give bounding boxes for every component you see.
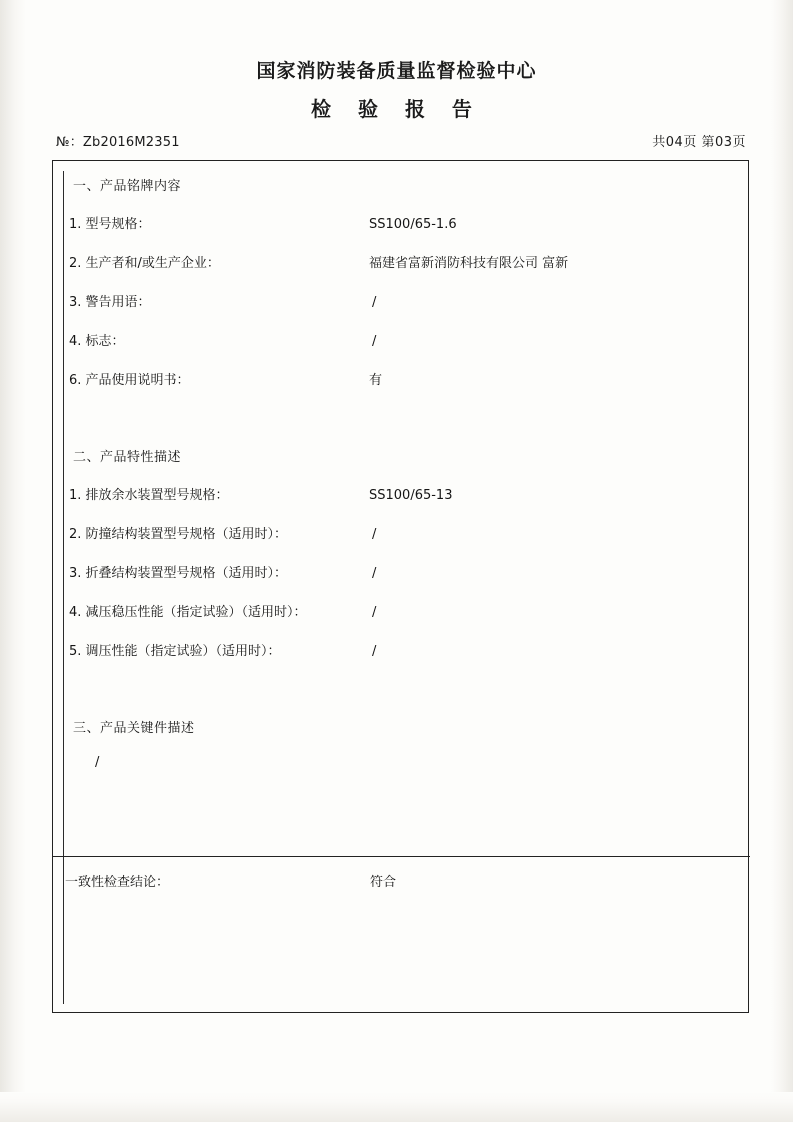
content-body [53,161,750,1014]
field-row: 2. 生产者和/或生产企业： 福建省富新消防科技有限公司 富新 [69,256,569,271]
scan-edge-right [771,0,793,1122]
scan-edge-left [0,0,26,1122]
scan-edge-bottom [0,1092,793,1122]
field-row: 3. 警告用语： / [69,295,377,310]
conclusion-row: 一致性检查结论： 符合 [65,875,397,890]
organization-title: 国家消防装备质量监督检验中心 [256,60,537,82]
page-number: 共04页 第03页 [652,135,746,150]
field-row: 4. 减压稳压性能（指定试验）（适用时）： / [69,605,377,620]
field-row: 6. 产品使用说明书： 有 [69,373,383,388]
field-row: 1. 排放余水装置型号规格： SS100/65-13 [69,488,453,503]
field-row: 4. 标志： / [69,334,377,349]
page-title: 检 验 报 告 [311,97,482,121]
field-row: 3. 折叠结构装置型号规格（适用时）： / [69,566,377,581]
section-heading-2: 二、产品特性描述 [73,450,182,465]
content-frame [52,160,749,1013]
field-row: / [95,755,100,770]
section-heading-3: 三、产品关键件描述 [73,721,195,736]
field-row: 1. 型号规格： SS100/65-1.6 [69,217,457,232]
section-heading-1: 一、产品铭牌内容 [73,179,182,194]
report-meta [56,131,746,150]
field-row: 5. 调压性能（指定试验）（适用时）： / [69,644,377,659]
field-row: 2. 防撞结构装置型号规格（适用时）： / [69,527,377,542]
report-number: №：Zb2016M2351 [56,135,180,150]
document-header [0,56,793,122]
